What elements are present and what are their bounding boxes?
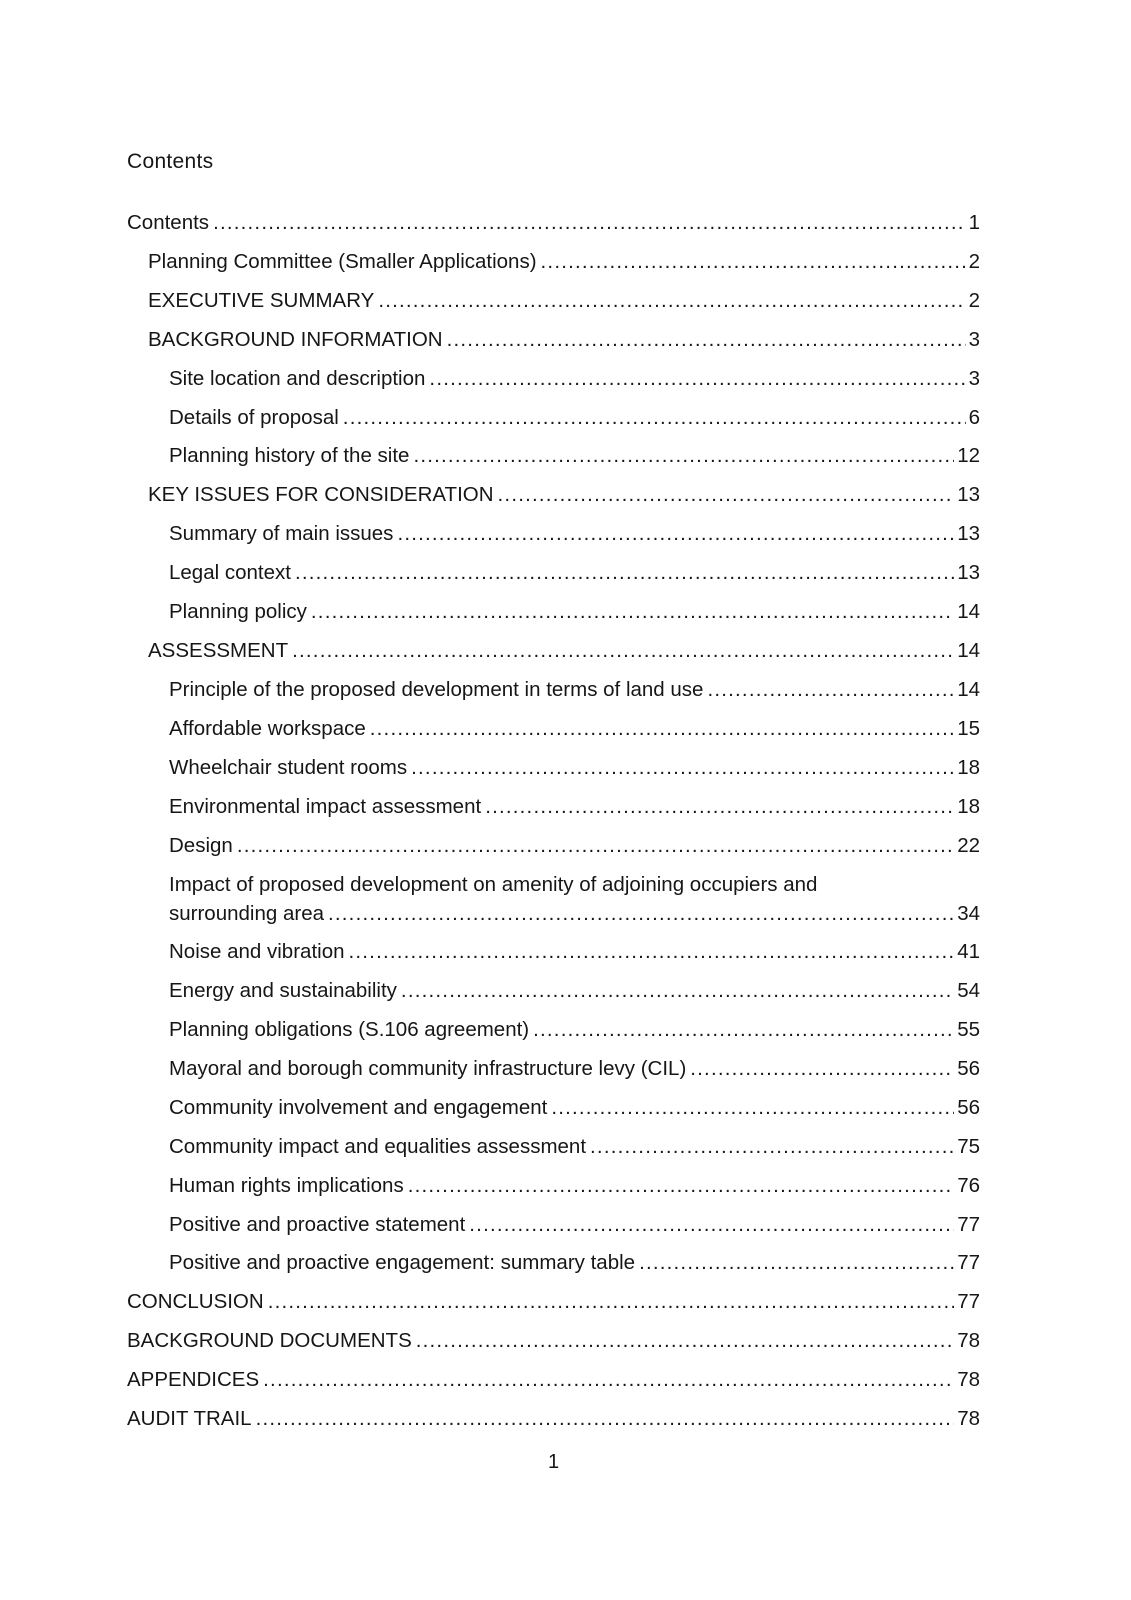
toc-entry[interactable]: [127, 476, 980, 515]
toc-entry-title: CONCLUSION: [127, 1290, 264, 1314]
toc-entry-line: [169, 972, 980, 1011]
toc-entry-title: Human rights implications: [169, 1173, 404, 1197]
dot-leader: [413, 437, 954, 476]
dot-leader: [328, 899, 954, 929]
dot-leader: [498, 476, 955, 515]
toc-entry-title: Planning obligations (S.106 agreement): [169, 1018, 530, 1042]
toc-entry-page: 2: [968, 249, 980, 273]
toc-entry-page: 77: [957, 1251, 980, 1275]
dot-leader: [256, 1400, 955, 1439]
toc-entry[interactable]: [127, 870, 980, 933]
toc-entry-page: 76: [957, 1173, 980, 1197]
dot-leader: [292, 632, 954, 671]
toc-entry-title: EXECUTIVE SUMMARY: [148, 288, 375, 312]
toc-entry-title: Impact of proposed development on amenity of adjoining occupiers and: [169, 873, 818, 897]
toc-entry-line: [169, 788, 980, 827]
toc-entry[interactable]: [127, 360, 980, 399]
toc-entry-title: Site location and description: [169, 366, 426, 390]
dot-leader: [590, 1128, 954, 1167]
toc-entry-title: BACKGROUND DOCUMENTS: [127, 1329, 412, 1353]
toc-entry-line: [169, 899, 980, 933]
dot-leader: [411, 749, 954, 788]
toc-entry[interactable]: [127, 321, 980, 360]
dot-leader: [349, 933, 955, 972]
dot-leader: [429, 360, 965, 399]
toc-entry[interactable]: [127, 827, 980, 866]
toc-entry-page: 78: [957, 1368, 980, 1392]
toc-entry-line: [169, 1244, 980, 1283]
toc-entry[interactable]: [127, 710, 980, 749]
toc-entry[interactable]: [127, 972, 980, 1011]
toc-entry-page: 6: [968, 405, 980, 429]
toc-entry[interactable]: [127, 515, 980, 554]
dot-leader: [213, 204, 966, 243]
toc-entry-line: [148, 282, 980, 321]
toc-entry-line: [169, 399, 980, 438]
toc-entry-page: 34: [957, 902, 980, 926]
dot-leader: [268, 1283, 955, 1322]
toc-entry-page: 13: [957, 483, 980, 507]
toc-entry[interactable]: [127, 1244, 980, 1283]
toc-entry-page: 77: [957, 1212, 980, 1236]
toc-entry-line: [169, 1050, 980, 1089]
toc-entry[interactable]: [127, 1128, 980, 1167]
toc-entry[interactable]: [127, 1011, 980, 1050]
toc-entry-title: Mayoral and borough community infrastructure levy (CIL): [169, 1056, 687, 1080]
toc-entry-page: 18: [957, 755, 980, 779]
toc-entry-line: [169, 1011, 980, 1050]
toc-entry-title: Energy and sustainability: [169, 979, 397, 1003]
toc-entry-title: KEY ISSUES FOR CONSIDERATION: [148, 483, 494, 507]
toc-entry-title: Legal context: [169, 561, 291, 585]
toc-entry-line: [169, 515, 980, 554]
toc-entry-line: [127, 1283, 980, 1322]
toc-entry-title: Contents: [127, 211, 210, 234]
toc-entry-page: 41: [957, 940, 980, 964]
toc-entry-line: [127, 1322, 980, 1361]
toc-entry-title: Planning history of the site: [169, 444, 410, 468]
toc-entry-title: Positive and proactive engagement: summary table: [169, 1251, 636, 1275]
toc-entry-line: [169, 933, 980, 972]
dot-leader: [343, 399, 966, 438]
toc-entry-line: [169, 593, 980, 632]
toc-entry-page: 14: [957, 677, 980, 701]
toc-entry[interactable]: [127, 1206, 980, 1245]
dot-leader: [690, 1050, 954, 1089]
toc-entry-line: [169, 1128, 980, 1167]
toc-entry[interactable]: [127, 1283, 980, 1322]
toc-entry-line: [169, 1206, 980, 1245]
toc-entry[interactable]: [127, 282, 980, 321]
dot-leader: [295, 554, 954, 593]
dot-leader: [485, 788, 954, 827]
dot-leader: [263, 1361, 954, 1400]
toc-entry[interactable]: [127, 749, 980, 788]
toc-entry-line: [169, 710, 980, 749]
toc-entry-title: Community involvement and engagement: [169, 1095, 548, 1119]
dot-leader: [408, 1167, 954, 1206]
toc-entry-line: [169, 437, 980, 476]
toc-entry-page: 13: [957, 561, 980, 585]
toc-entry-title: Affordable workspace: [169, 716, 366, 740]
toc-entry-page: 14: [957, 638, 980, 662]
toc-entry-title: Summary of main issues: [169, 522, 394, 546]
dot-leader: [533, 1011, 954, 1050]
dot-leader: [416, 1322, 954, 1361]
toc-entry-title: BACKGROUND INFORMATION: [148, 327, 443, 351]
toc-entry-page: 78: [957, 1407, 980, 1431]
toc-entry-line: [148, 476, 980, 515]
toc-entry-line: [169, 554, 980, 593]
dot-leader: [551, 1089, 954, 1128]
toc-entry-page: 56: [957, 1056, 980, 1080]
toc-entry[interactable]: [127, 632, 980, 671]
toc-entry-title: ASSESSMENT: [148, 638, 289, 662]
toc-entry[interactable]: [127, 593, 980, 632]
toc-entry-page: 3: [968, 327, 980, 351]
dot-leader: [447, 321, 966, 360]
toc-entry[interactable]: [127, 1050, 980, 1089]
toc-entry-line: [169, 360, 980, 399]
dot-leader: [378, 282, 965, 321]
toc-entry-line: [148, 321, 980, 360]
toc-entry-line: [169, 749, 980, 788]
contents-heading: Contents: [127, 150, 214, 173]
toc-entry-line: [148, 243, 980, 282]
toc-entry-title: Details of proposal: [169, 405, 339, 429]
toc-entry-line: [127, 204, 980, 243]
toc-entry-line: [169, 827, 980, 866]
toc-entry-page: 14: [957, 600, 980, 624]
toc-entry-title: AUDIT TRAIL: [127, 1407, 252, 1431]
toc-entry-line: [169, 870, 980, 899]
toc-entry-line: [127, 1361, 980, 1400]
toc-entry-page: 12: [957, 444, 980, 468]
table-of-contents: [127, 204, 980, 1439]
toc-entry-title: Principle of the proposed development in terms of land use: [169, 677, 704, 701]
toc-entry[interactable]: [127, 1361, 980, 1400]
toc-entry-page: 15: [957, 716, 980, 740]
toc-entry-page: 55: [957, 1018, 980, 1042]
toc-entry-page: 1: [968, 211, 980, 234]
toc-entry-page: 22: [957, 833, 980, 857]
toc-entry-line: [148, 632, 980, 671]
toc-entry-page: 56: [957, 1095, 980, 1119]
toc-entry-page: 54: [957, 979, 980, 1003]
toc-entry-page: 78: [957, 1329, 980, 1353]
dot-leader: [237, 827, 954, 866]
page-number: 1: [547, 1451, 560, 1473]
dot-leader: [639, 1244, 954, 1283]
toc-entry-title: Design: [169, 833, 233, 857]
toc-entry-title: Wheelchair student rooms: [169, 755, 408, 779]
toc-entry-line: [169, 1089, 980, 1128]
toc-entry[interactable]: [127, 399, 980, 438]
toc-entry[interactable]: [127, 933, 980, 972]
toc-entry[interactable]: [127, 1167, 980, 1206]
toc-entry-title: Community impact and equalities assessment: [169, 1134, 587, 1158]
toc-entry[interactable]: [127, 788, 980, 827]
toc-entry-title-continued: surrounding area: [169, 902, 324, 926]
toc-entry-title: APPENDICES: [127, 1368, 260, 1392]
dot-leader: [397, 515, 954, 554]
dot-leader: [311, 593, 954, 632]
dot-leader: [541, 243, 966, 282]
toc-entry[interactable]: [127, 671, 980, 710]
toc-entry-page: 3: [968, 366, 980, 390]
toc-entry-line: [127, 1400, 980, 1439]
toc-entry[interactable]: [127, 554, 980, 593]
toc-entry[interactable]: [127, 243, 980, 282]
dot-leader: [469, 1206, 954, 1245]
toc-entry-page: 2: [968, 288, 980, 312]
dot-leader: [707, 671, 954, 710]
toc-entry-page: 13: [957, 522, 980, 546]
toc-entry[interactable]: [127, 1089, 980, 1128]
toc-entry[interactable]: [127, 1400, 980, 1439]
toc-entry-line: [169, 1167, 980, 1206]
toc-entry-title: Noise and vibration: [169, 940, 345, 964]
toc-entry-page: 18: [957, 794, 980, 818]
dot-leader: [370, 710, 954, 749]
toc-entry-title: Positive and proactive statement: [169, 1212, 466, 1236]
dot-leader: [401, 972, 954, 1011]
toc-entry-page: 77: [957, 1290, 980, 1314]
toc-entry-title: Planning Committee (Smaller Applications): [148, 249, 537, 273]
toc-entry-line: [169, 671, 980, 710]
toc-entry[interactable]: [127, 1322, 980, 1361]
toc-entry-title: Planning policy: [169, 600, 307, 624]
toc-entry[interactable]: [127, 437, 980, 476]
toc-entry[interactable]: [127, 204, 980, 243]
toc-entry-page: 75: [957, 1134, 980, 1158]
toc-entry-title: Environmental impact assessment: [169, 794, 482, 818]
